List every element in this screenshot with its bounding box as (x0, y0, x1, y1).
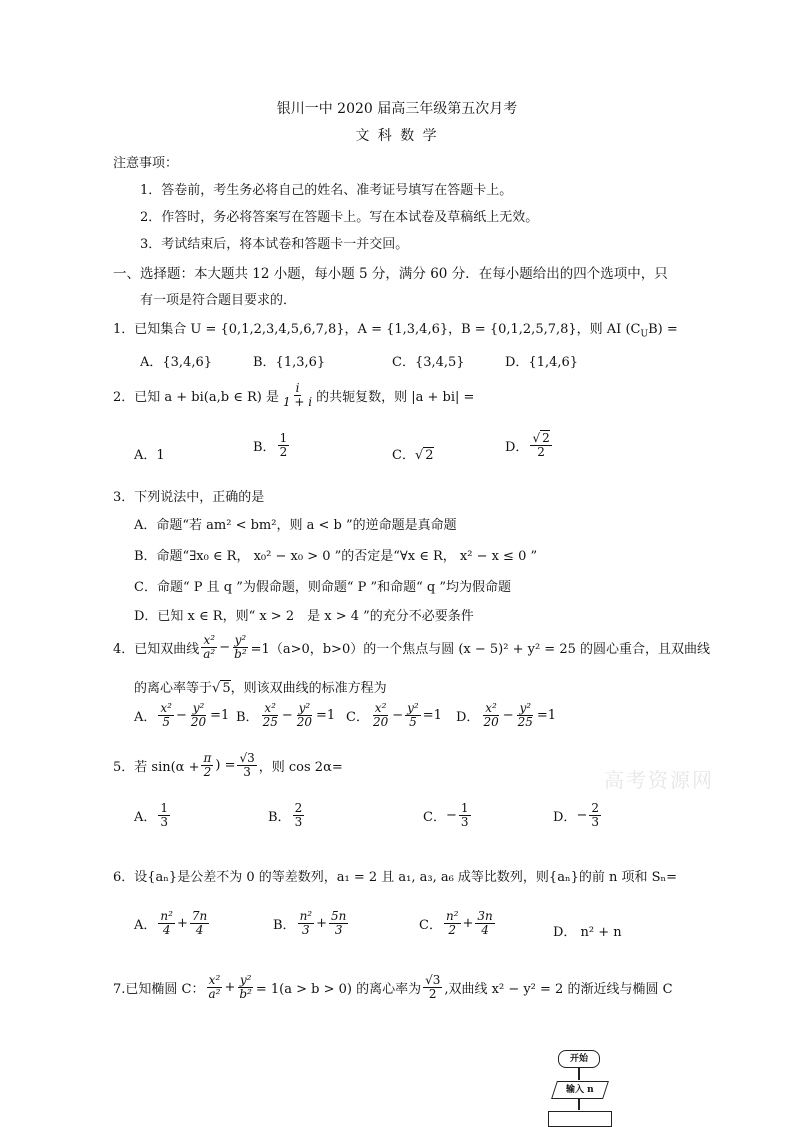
q3-option-a: A．命题“若 am² < bm²，则 a < b ”的逆命题是真命题 (134, 518, 457, 533)
q7-frac-2-den: b² (239, 987, 252, 1002)
q4-option-b-n2: y² (298, 701, 311, 715)
q4-option-d-label: D． (456, 710, 480, 726)
q2-frac-den: 1 + i (282, 395, 313, 410)
q4-option-d-n2: y² (519, 701, 532, 715)
q5-option-d-sign: − (576, 808, 588, 824)
q5-option-c-sign: − (445, 808, 457, 824)
q6-option-c: C． $\frac{\text{n²}}{2}$ + $\frac{3n}{4}$ (419, 909, 493, 938)
q7-stem-pre: 7.已知椭圆 C： (113, 982, 205, 998)
q4-option-d-tail: =1 (536, 708, 557, 724)
q4-option-b-frac-2 (295, 702, 314, 729)
q1-option-b: B．{1,3,6} (253, 355, 326, 370)
q1-option-a: A．{3,4,6} (140, 355, 213, 370)
q5-stem-post: ，则 cos 2α= (258, 760, 343, 776)
q2-stem-pre: 2．已知 a + bi(a,b ∈ R) 是 (113, 390, 279, 406)
q7-plus: + (224, 980, 236, 996)
q5-option-d-frac (589, 802, 601, 829)
q1-stem-end: B) = (648, 322, 678, 337)
q2-option-c-label: C． (392, 448, 415, 463)
q2-option-b (253, 432, 291, 459)
q6-option-b-n1: n² (299, 909, 313, 923)
question-7-stem (113, 974, 673, 1001)
q4-option-a-n1: x² (160, 701, 172, 715)
q5-stem-pre: 5．若 sin(α + (113, 760, 200, 776)
q1-stem-sub: U (640, 329, 649, 340)
q5-option-d-den: 3 (591, 815, 599, 830)
q4-option-c-d1: 20 (372, 715, 389, 730)
q4-option-a-n2: y² (192, 701, 205, 715)
q4-option-d-frac-1 (481, 702, 500, 729)
q4-minus: − (219, 640, 231, 656)
q4-option-b-d1: 25 (262, 715, 278, 730)
q5-option-c-num: 1 (460, 801, 469, 815)
q4-option-c-frac-1 (371, 702, 390, 729)
q4-option-c: C． $\frac{\text{x²}}{20}$ − $\frac{\text{y²}}{5}$ =1 (346, 701, 442, 730)
q7-frac-1-num: x² (208, 973, 221, 987)
q2-option-d (505, 432, 554, 459)
q6-option-a-d2: 4 (195, 923, 204, 938)
q5-stem-mid: ) = (215, 758, 236, 774)
flow-process (548, 1111, 612, 1127)
q4-frac-2-den: b² (234, 647, 247, 662)
q3-option-b: B．命题“∃x₀ ∈ R， x₀² − x₀ > 0 ”的否定是“∀x ∈ R， x² − x ≤ 0 ” (134, 549, 538, 564)
q4-option-c-tail: =1 (422, 708, 442, 724)
section-heading-cont: 有一项是符合题目要求的． (140, 293, 297, 308)
q2-option-d-den: 2 (537, 445, 545, 460)
q4-option-d-n1: x² (485, 701, 497, 715)
q6-option-b-label: B． (273, 918, 296, 934)
q5-pi-den: 2 (203, 765, 212, 780)
q7-e-num: √3 (425, 973, 441, 987)
q5-option-c-den: 3 (460, 815, 469, 830)
q5-rhs-den: 3 (243, 765, 251, 780)
q6-option-b-frac-2 (329, 910, 348, 937)
flow-input-label: 输入 n (566, 1085, 594, 1095)
q6-option-c-n2: 3n (477, 909, 493, 923)
q5-option-d (553, 802, 603, 829)
q5-option-d-num: 2 (591, 801, 599, 815)
q2-stem-post: 的共轭复数，则 |a + bi| = (316, 390, 475, 406)
q4-option-d-d2: 25 (517, 715, 533, 730)
q4-frac-2 (232, 634, 249, 661)
q5-option-d-label: D． (553, 810, 577, 826)
q6-option-a-n2: 7n (191, 909, 208, 923)
q4-option-b: B． $\frac{\text{x²}}{25}$ − $\frac{\text{y²}}{20}$ =1 (236, 701, 336, 730)
q4-option-a-tail: =1 (210, 708, 230, 724)
q4-stem-pre: 4．已知双曲线 (113, 642, 200, 658)
q5-frac-rhs (237, 752, 256, 779)
q2-frac-num: i (295, 381, 300, 395)
q4-option-a: A． $\frac{\text{x²}}{5}$ − $\frac{\text{y²}}{20}$ =1 (134, 701, 230, 730)
q5-option-b-label: B． (268, 810, 291, 826)
q6-option-b: B． $\frac{\text{n²}}{3}$ + $\frac{5n}{3}$ (273, 909, 347, 938)
q2-option-d-frac (530, 432, 551, 459)
q6-option-a-frac-2 (190, 910, 209, 937)
q6-option-b-frac-1 (298, 910, 315, 937)
q2-option-b-label: B． (253, 440, 276, 456)
q4-option-a-d2: 20 (190, 715, 207, 730)
watermark: 高考资源网 (604, 768, 714, 792)
q4-option-d: D． $\frac{\text{x²}}{20}$ − $\frac{\text{y²}}{25}$ =1 (456, 701, 557, 730)
q2-option-b-num: 1 (279, 431, 288, 445)
question-3-stem: 3．下列说法中，正确的是 (113, 490, 265, 505)
q7-frac-1-den: a² (208, 987, 221, 1002)
q4-option-b-label: B． (236, 710, 259, 726)
question-5-stem (113, 752, 343, 779)
q7-e-den: 2 (428, 987, 437, 1002)
q4-line2-sqrt: 5 (222, 681, 231, 696)
q4-option-c-n1: x² (374, 701, 387, 715)
q4-stem-line2: 的离心率等于√ 5，则该双曲线的标准方程为 (134, 681, 387, 696)
flow-arrow-1 (578, 1067, 580, 1080)
q5-option-c (423, 802, 473, 829)
q5-option-a-num: 1 (160, 801, 169, 815)
q4-stem-post: =1（a>0，b>0）的一个焦点与圆 (x − 5)² + y² = 25 的圆心重合，且双曲线 (250, 642, 711, 658)
q6-option-b-d1: 3 (302, 923, 310, 938)
q6-option-c-frac-2 (475, 910, 494, 937)
q2-option-c: C．√ 2 (392, 448, 434, 463)
q6-option-a-d1: 4 (162, 923, 171, 938)
q4-option-b-n1: x² (264, 701, 276, 715)
q2-option-a: A．1 (134, 448, 165, 463)
q4-frac-2-num: y² (234, 633, 247, 647)
q6-option-c-d2: 4 (481, 923, 489, 938)
q6-option-c-d1: 2 (448, 923, 457, 938)
section-heading: 一、选择题：本大题共 12 小题，每小题 5 分，满分 60 分．在每小题给出的四个选项中，只 (113, 266, 668, 282)
question-2-stem (113, 382, 474, 409)
q4-frac-1 (201, 634, 217, 661)
q2-option-d-label: D． (505, 440, 529, 456)
question-1-stem (113, 318, 678, 340)
flowchart (540, 1045, 620, 1123)
q5-option-b (268, 802, 306, 829)
note-item-2: 2．作答时，务必将答案写在答题卡上。写在本试卷及草稿纸上无效。 (140, 210, 539, 225)
q4-option-d-d1: 20 (483, 715, 499, 730)
note-item-1: 1．答卷前，考生务必将自己的姓名、准考证号填写在答题卡上。 (140, 183, 513, 198)
q1-stem-text: 1．已知集合 U = {0,1,2,3,4,5,6,7,8}，A = {1,3,4,6}，B = {0,1,2,5,7,8}，则 AI (C (113, 322, 641, 337)
q2-option-d-num-wrap: √ 2 (532, 431, 550, 445)
q7-stem-post: ,双曲线 x² − y² = 2 的渐近线与椭圆 C (444, 982, 673, 998)
flow-start: 开始 (558, 1050, 600, 1068)
q5-pi-num: π (203, 751, 212, 765)
q7-frac-2 (237, 974, 254, 1001)
q6-option-a-label: A． (134, 918, 157, 934)
q3-option-c: C．命题“ P 且 q ”为假命题，则命题“ P ”和命题“ q ”均为假命题 (134, 580, 512, 595)
q6-option-a-n1: n² (160, 909, 173, 923)
q7-frac-2-num: y² (239, 973, 252, 987)
q4-option-a-frac-2 (189, 702, 208, 729)
q3-option-d: D．已知 x ∈ R，则“ x > 2 是 x > 4 ”的充分不必要条件 (134, 609, 474, 624)
q7-frac-1 (206, 974, 222, 1001)
q1-option-d: D．{1,4,6} (505, 355, 579, 370)
exam-subject: 文 科 数 学 (355, 128, 439, 144)
q2-option-d-num: 2 (542, 431, 550, 445)
q5-option-b-num: 2 (294, 801, 303, 815)
q4-option-b-tail: =1 (316, 708, 336, 724)
q7-stem-mid: = 1(a > b > 0) 的离心率为 (255, 982, 422, 998)
q2-option-b-den: 2 (279, 445, 288, 460)
q4-option-d-frac-2 (516, 702, 535, 729)
q6-option-a: A． $\frac{\text{n²}}{4}$ + $\frac{7n}{4}$ (134, 909, 208, 938)
q5-option-b-frac (293, 802, 305, 829)
q4-line2-post: ，则该双曲线的标准方程为 (230, 681, 387, 696)
q5-option-a-den: 3 (160, 815, 169, 830)
q6-option-c-frac-1 (444, 910, 461, 937)
flow-input (551, 1081, 609, 1099)
question-6-stem: 6．设{aₙ}是公差不为 0 的等差数列，a₁ = 2 且 a₁, a₃, a₆ 成等比数列，则{aₙ}的前 n 项和 Sₙ= (113, 870, 678, 885)
q2-option-c-val: 2 (425, 448, 434, 463)
q5-option-a (134, 802, 172, 829)
q4-frac-1-num: x² (203, 633, 216, 647)
q4-option-c-frac-2 (405, 702, 421, 729)
q2-option-b-frac (278, 432, 290, 459)
q4-option-b-frac-1 (261, 702, 280, 729)
q5-option-a-frac (158, 802, 170, 829)
q4-frac-1-den: a² (203, 647, 216, 662)
q5-option-b-den: 3 (294, 815, 303, 830)
q5-option-c-label: C． (423, 810, 446, 826)
q4-line2-pre: 的离心率等于 (134, 681, 213, 696)
q6-option-d: D． n² + n (553, 925, 622, 940)
q6-option-b-n2: 5n (331, 909, 347, 923)
q1-option-c: C．{3,4,5} (392, 355, 465, 370)
flow-arrow-2 (578, 1098, 580, 1110)
exam-title: 银川一中 2020 届高三年级第五次月考 (276, 101, 518, 117)
q5-option-c-frac (459, 802, 471, 829)
notes-heading: 注意事项： (113, 156, 179, 171)
q2-fraction (281, 382, 314, 409)
q4-option-a-label: A． (134, 710, 157, 726)
q6-option-c-n1: n² (445, 909, 459, 923)
q4-option-a-frac-1 (158, 702, 174, 729)
q5-frac-pi (201, 752, 213, 779)
q4-option-c-label: C． (346, 710, 369, 726)
q6-option-c-label: C． (419, 918, 442, 934)
q5-rhs-num: √3 (239, 751, 255, 765)
note-item-3: 3．考试结束后，将本试卷和答题卡一并交回。 (140, 237, 409, 252)
q7-frac-e (423, 974, 442, 1001)
q6-option-b-d2: 3 (334, 923, 343, 938)
q4-option-c-d2: 5 (409, 715, 417, 730)
question-4-stem (113, 634, 710, 661)
q5-option-a-label: A． (134, 810, 157, 826)
q6-option-a-frac-1 (158, 910, 175, 937)
q4-option-c-n2: y² (407, 701, 419, 715)
q4-option-a-d1: 5 (162, 715, 170, 730)
q4-option-b-d2: 20 (296, 715, 313, 730)
